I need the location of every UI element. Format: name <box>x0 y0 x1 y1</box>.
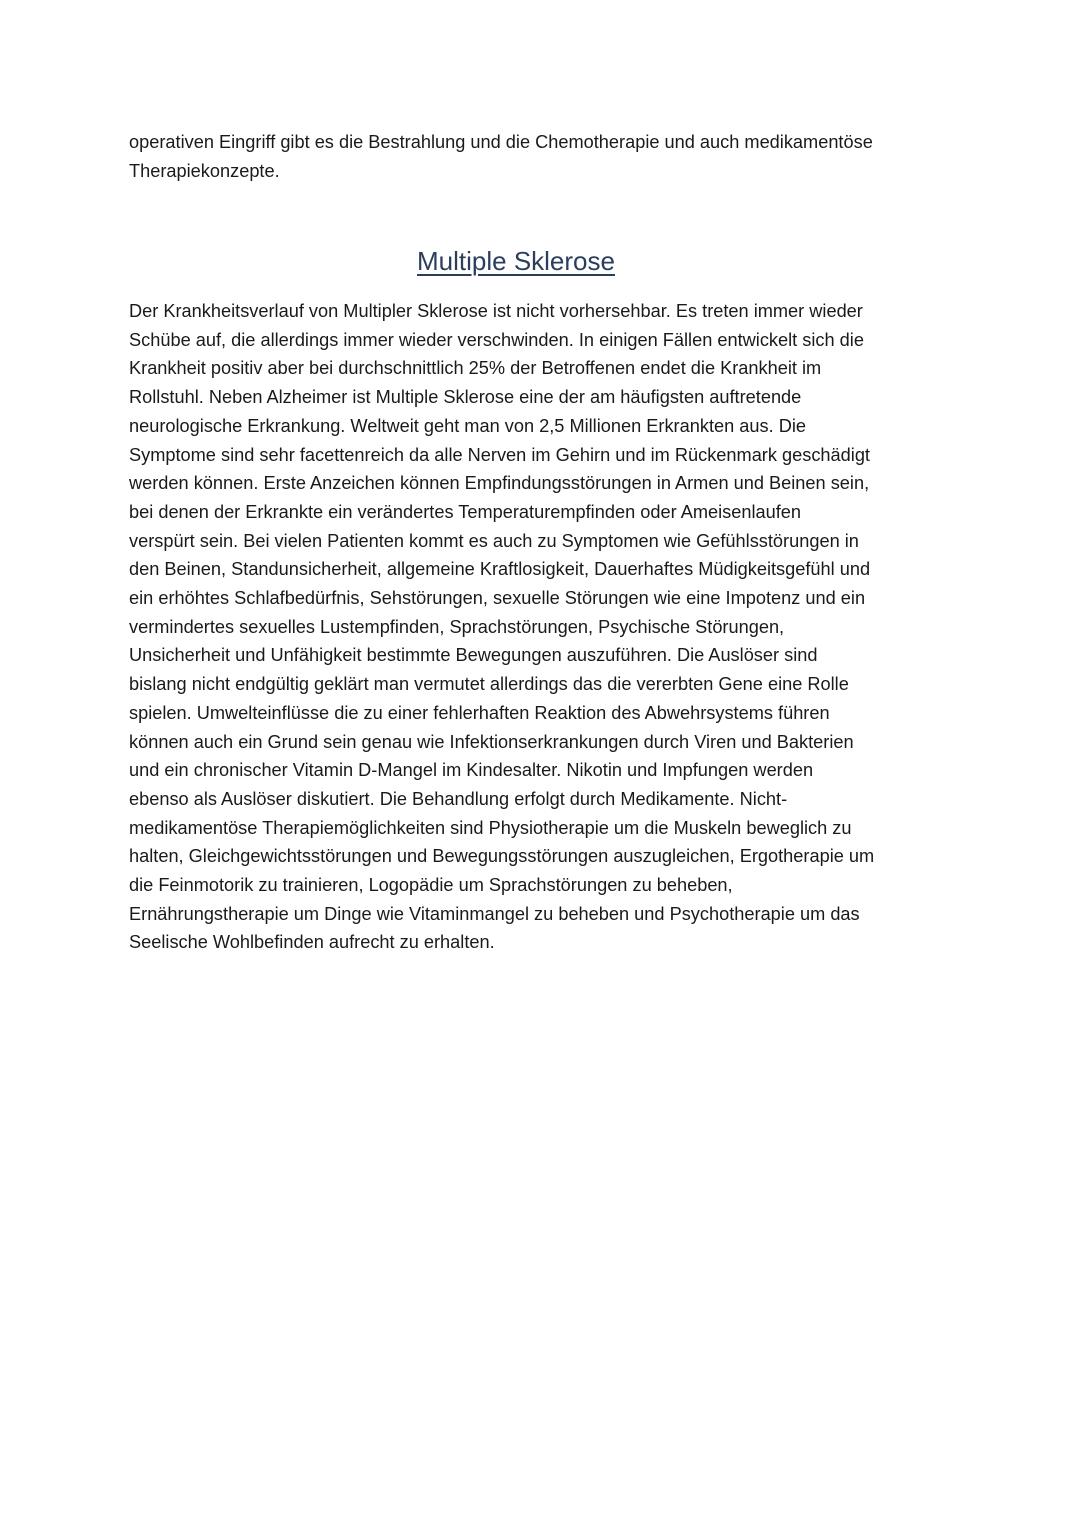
body-line: Rollstuhl. Neben Alzheimer ist Multiple Sklerose eine der am häufigsten auftretende <box>129 387 802 408</box>
body-line: verspürt sein. Bei vielen Patienten kommt es auch zu Symptomen wie Gefühlsstörungen in <box>129 530 859 551</box>
body-line: halten, Gleichgewichtsstörungen und Bewegungsstörungen auszugleichen, Ergotherapie um <box>129 846 875 867</box>
body-line: können auch ein Grund sein genau wie Infektionserkrankungen durch Viren und Bakterien <box>129 731 854 752</box>
body-line: vermindertes sexuelles Lustempfinden, Sprachstörungen, Psychische Störungen, <box>129 616 785 637</box>
body-line: medikamentöse Therapiemöglichkeiten sind Physiotherapie um die Muskeln beweglich zu <box>129 817 852 838</box>
body-line: bislang nicht endgültig geklärt man vermutet allerdings das die vererbten Gene eine Rolle <box>129 674 849 695</box>
body-line: Krankheit positiv aber bei durchschnittlich 25% der Betroffenen endet die Krankheit im <box>129 358 822 379</box>
body-line: die Feinmotorik zu trainieren, Logopädie um Sprachstörungen zu beheben, <box>129 875 733 895</box>
body-line: den Beinen, Standunsicherheit, allgemeine Kraftlosigkeit, Dauerhaftes Müdigkeitsgefühl und <box>129 559 871 580</box>
body-line: neurologische Erkrankung. Weltweit geht man von 2,5 Millionen Erkrankten aus. Die <box>129 415 806 436</box>
body-line: werden können. Erste Anzeichen können Empfindungsstörungen in Armen und Beinen sein, <box>129 473 870 494</box>
body-line: ebenso als Auslöser diskutiert. Die Behandlung erfolgt durch Medikamente. Nicht- <box>129 788 788 809</box>
intro-line: operativen Eingriff gibt es die Bestrahlung und die Chemotherapie und auch medikamentöse <box>129 132 873 152</box>
body-line: spielen. Umwelteinflüsse die zu einer fehlerhaften Reaktion des Abwehrsystems führen <box>129 702 830 723</box>
body-line: Der Krankheitsverlauf von Multipler Sklerose ist nicht vorhersehbar. Es treten immer wieder <box>129 301 863 321</box>
body-line: und ein chronischer Vitamin D-Mangel im Kindesalter. Nikotin und Impfungen werden <box>129 760 814 781</box>
body-line: Ernährungstherapie um Dinge wie Vitaminmangel zu beheben und Psychotherapie um das <box>129 903 860 924</box>
body-line: Unsicherheit und Unfähigkeit bestimmte Bewegungen auszuführen. Die Auslöser sind <box>129 645 818 666</box>
intro-line: Therapiekonzepte. <box>129 161 280 181</box>
body-line: Schübe auf, die allerdings immer wieder verschwinden. In einigen Fällen entwickelt sich die <box>129 329 864 350</box>
section-heading: Multiple Sklerose <box>417 246 615 276</box>
body-line: bei denen der Erkrankte ein verändertes Temperaturempfinden oder Ameisenlaufen <box>129 501 802 522</box>
body-line: Seelische Wohlbefinden aufrecht zu erhalten. <box>129 932 495 953</box>
body-line: Symptome sind sehr facettenreich da alle Nerven im Gehirn und im Rückenmark geschädigt <box>129 444 870 465</box>
body-line: ein erhöhtes Schlafbedürfnis, Sehstörungen, sexuelle Störungen wie eine Impotenz und ein <box>129 588 866 608</box>
